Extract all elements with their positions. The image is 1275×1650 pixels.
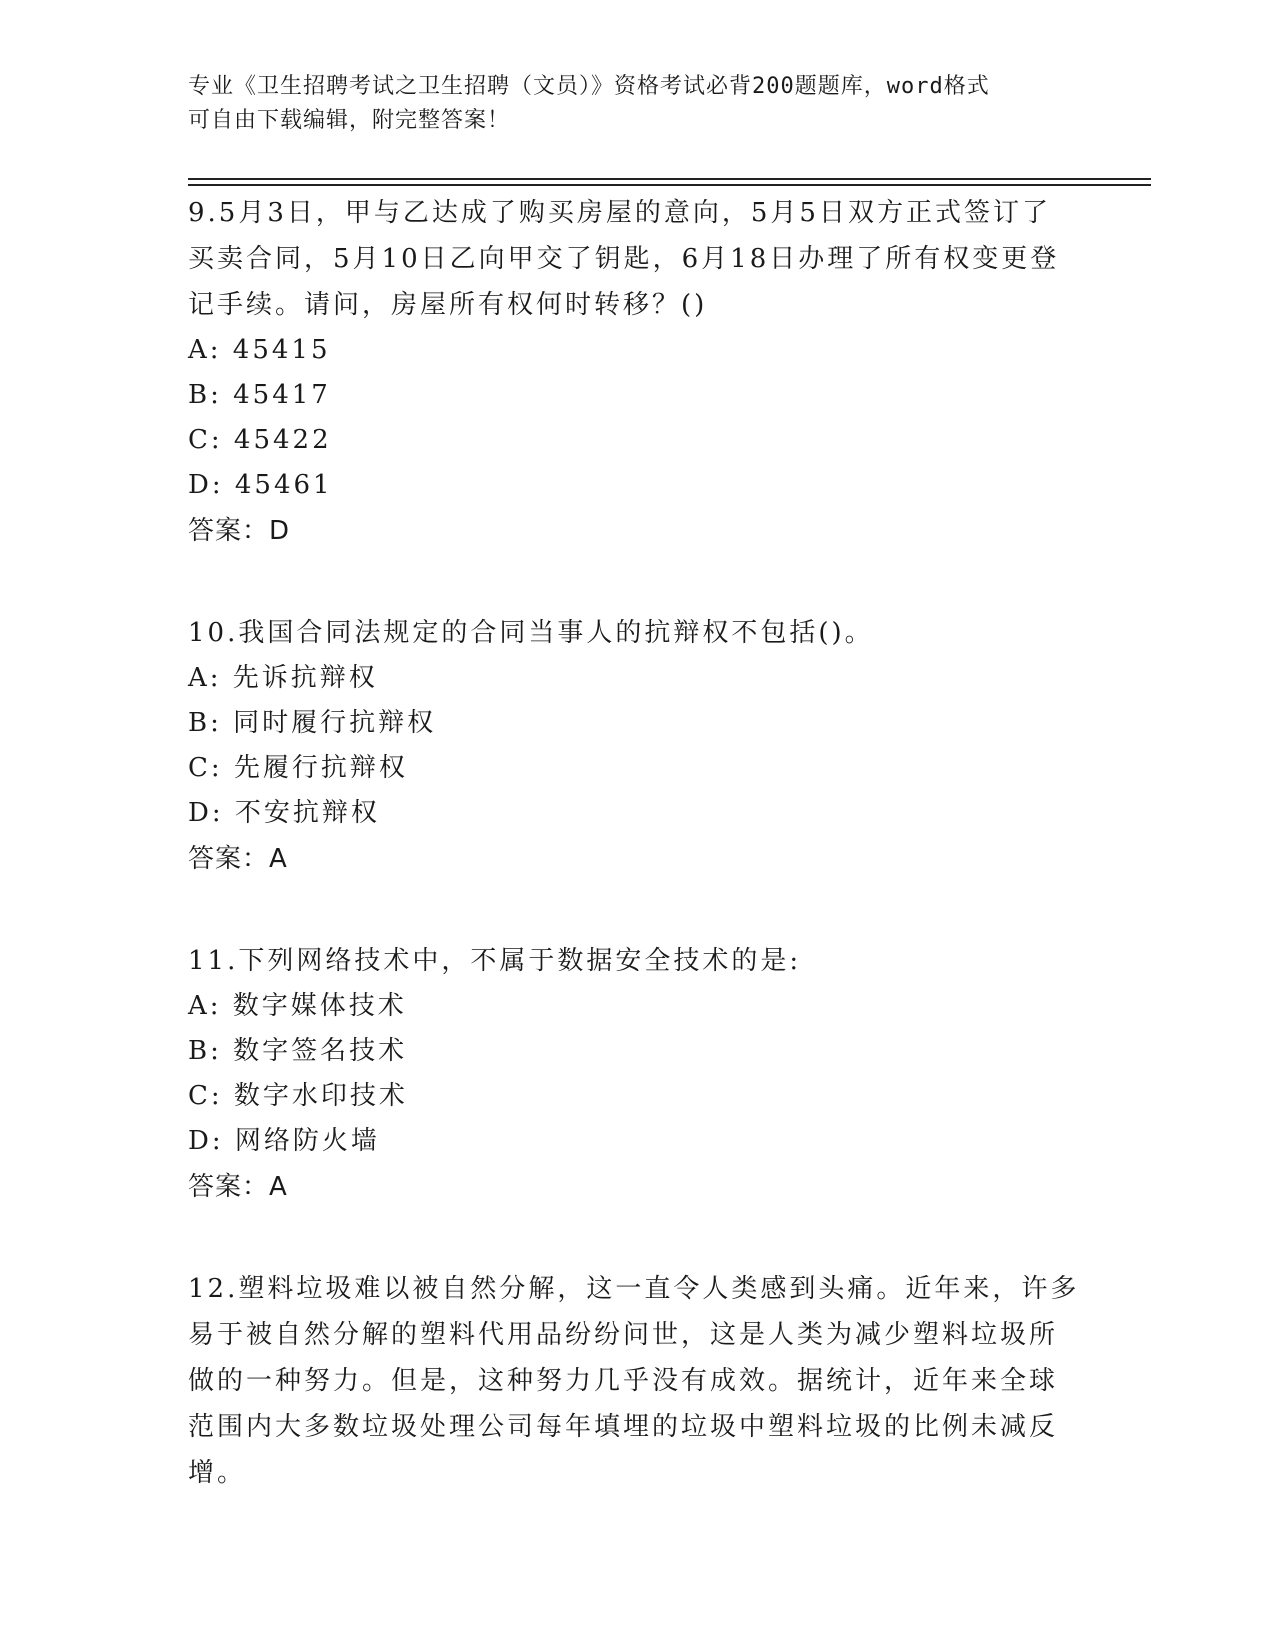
- question-12: [188, 1266, 1088, 1496]
- stem-line: 范围内大多数垃圾处理公司每年填埋的垃圾中塑料垃圾的比例未减反: [188, 1412, 1059, 1442]
- option-b: B: 同时履行抗辩权: [188, 708, 437, 738]
- option-d: D: 不安抗辩权: [188, 798, 380, 828]
- question-list: [188, 190, 1088, 1552]
- option-c: C: 数字水印技术: [188, 1081, 408, 1111]
- question-11: [188, 938, 1088, 1210]
- stem-line: 增。: [188, 1458, 247, 1488]
- document-header: [188, 70, 1068, 138]
- option-c: C: 先履行抗辩权: [188, 753, 408, 783]
- option-c: C: 45422: [188, 425, 332, 455]
- answer: 答案：A: [188, 844, 288, 874]
- question-10: [188, 610, 1088, 882]
- header-line-2: 可自由下载编辑，附完整答案！: [188, 108, 511, 133]
- stem-line: 11.下列网络技术中，不属于数据安全技术的是:: [188, 946, 802, 976]
- stem-line: 记手续。请问，房屋所有权何时转移？(): [188, 290, 708, 320]
- option-a: A: 45415: [188, 335, 331, 365]
- stem-line: 9.5月3日，甲与乙达成了购买房屋的意向，5月5日双方正式签订了: [188, 198, 1051, 228]
- option-a: A: 数字媒体技术: [188, 991, 407, 1021]
- question-stem: [188, 1266, 1088, 1496]
- option-d: D: 网络防火墙: [188, 1126, 380, 1156]
- option-d: D: 45461: [188, 470, 333, 500]
- header-line-1: 专业《卫生招聘考试之卫生招聘（文员）》资格考试必背200题题库，word格式: [188, 74, 990, 99]
- question-9: [188, 190, 1088, 554]
- stem-line: 12.塑料垃圾难以被自然分解，这一直令人类感到头痛。近年来，许多: [188, 1274, 1080, 1304]
- question-stem: [188, 938, 1088, 984]
- header-divider-top: [188, 178, 1151, 180]
- stem-line: 易于被自然分解的塑料代用品纷纷问世，这是人类为减少塑料垃圾所: [188, 1320, 1059, 1350]
- stem-line: 做的一种努力。但是，这种努力几乎没有成效。据统计，近年来全球: [188, 1366, 1059, 1396]
- option-a: A: 先诉抗辩权: [188, 663, 378, 693]
- question-stem: [188, 610, 1088, 656]
- answer: 答案：D: [188, 516, 291, 546]
- header-divider-bottom: [188, 184, 1151, 186]
- question-stem: [188, 190, 1088, 328]
- answer: 答案：A: [188, 1172, 288, 1202]
- option-b: B: 45417: [188, 380, 331, 410]
- stem-line: 买卖合同，5月10日乙向甲交了钥匙，6月18日办理了所有权变更登: [188, 244, 1060, 274]
- stem-line: 10.我国合同法规定的合同当事人的抗辩权不包括()。: [188, 618, 874, 648]
- option-b: B: 数字签名技术: [188, 1036, 408, 1066]
